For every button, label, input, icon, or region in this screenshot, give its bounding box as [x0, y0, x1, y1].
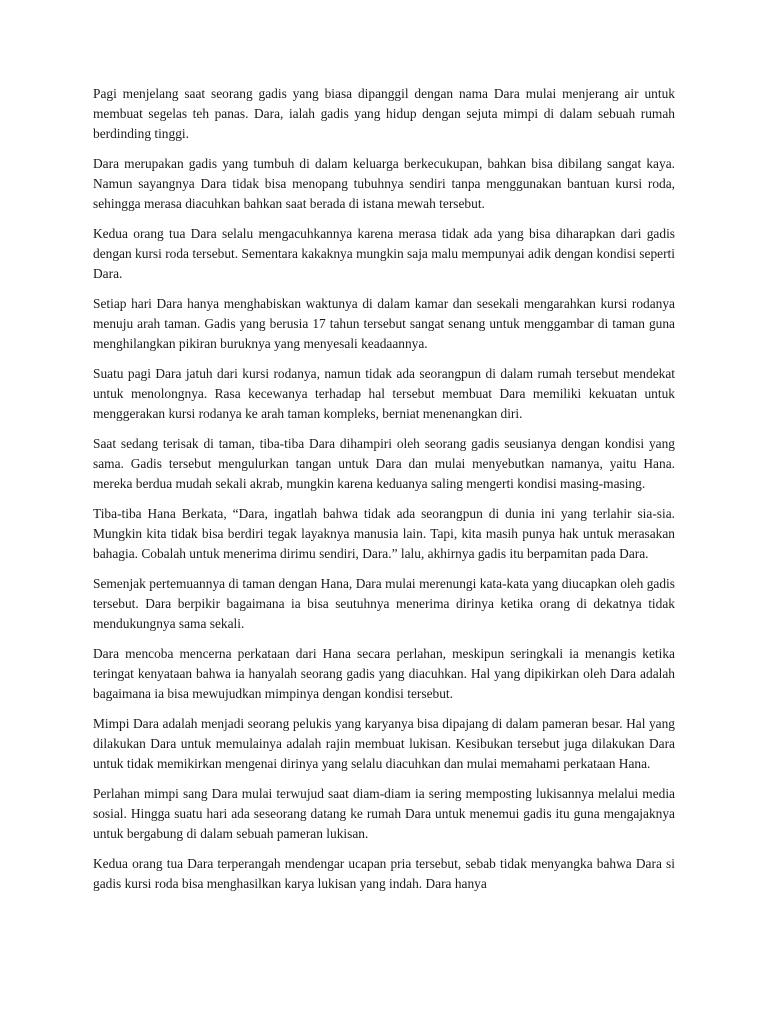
paragraph: Kedua orang tua Dara selalu mengacuhkannya karena merasa tidak ada yang bisa diharapkan dari gadis dengan kursi roda tersebut. Sementara kakaknya mungkin saja malu mempunyai adik dengan kondisi seperti Dara. [93, 226, 675, 281]
paragraph: Pagi menjelang saat seorang gadis yang biasa dipanggil dengan nama Dara mulai menjerang air untuk membuat segelas teh panas. Dara, ialah gadis yang hidup dengan sejuta mimpi di dalam sebuah rumah berdinding tinggi. [93, 86, 675, 141]
story-text [93, 84, 675, 904]
paragraph: Tiba-tiba Hana Berkata, “Dara, ingatlah bahwa tidak ada seorangpun di dunia ini yang terlahir sia-sia. Mungkin kita tidak bisa berdiri tegak layaknya manusia lain. Tapi, kita masih punya hak untuk merasakan bahagia. Cobalah untuk menerima dirimu sendiri, Dara.” lalu, akhirnya gadis itu berpamitan pada Dara. [93, 506, 675, 561]
paragraph: Dara merupakan gadis yang tumbuh di dalam keluarga berkecukupan, bahkan bisa dibilang sangat kaya. Namun sayangnya Dara tidak bisa menopang tubuhnya sendiri tanpa menggunakan bantuan kursi roda, sehingga merasa diacuhkan bahkan saat berada di istana mewah tersebut. [93, 156, 675, 211]
paragraph: Suatu pagi Dara jatuh dari kursi rodanya, namun tidak ada seorangpun di dalam rumah tersebut mendekat untuk menolongnya. Rasa kecewanya terhadap hal tersebut membuat Dara memiliki kekuatan untuk menggerakan kursi rodanya ke arah taman kompleks, berniat menenangkan diri. [93, 366, 675, 421]
paragraph: Setiap hari Dara hanya menghabiskan waktunya di dalam kamar dan sesekali mengarahkan kursi rodanya menuju arah taman. Gadis yang berusia 17 tahun tersebut sangat senang untuk menggambar di taman guna menghilangkan pikiran buruknya yang menyesali keadaannya. [93, 296, 675, 351]
paragraph: Semenjak pertemuannya di taman dengan Hana, Dara mulai merenungi kata-kata yang diucapkan oleh gadis tersebut. Dara berpikir bagaimana ia bisa seutuhnya menerima dirinya ketika orang di dekatnya tidak mendukungnya sama sekali. [93, 576, 675, 631]
paragraph: Kedua orang tua Dara terperangah mendengar ucapan pria tersebut, sebab tidak menyangka bahwa Dara si gadis kursi roda bisa menghasilkan karya lukisan yang indah. Dara hanya [93, 856, 675, 891]
paragraph: Mimpi Dara adalah menjadi seorang pelukis yang karyanya bisa dipajang di dalam pameran besar. Hal yang dilakukan Dara untuk memulainya adalah rajin membuat lukisan. Kesibukan tersebut juga dilakukan Dara untuk tidak memikirkan mengenai dirinya yang selalu diacuhkan dan mulai memahami perkataan Hana. [93, 716, 675, 771]
paragraph: Dara mencoba mencerna perkataan dari Hana secara perlahan, meskipun seringkali ia menangis ketika teringat kenyataan bahwa ia hanyalah seorang gadis yang diacuhkan. Hal yang dipikirkan oleh Dara adalah bagaimana ia bisa mewujudkan mimpinya dengan kondisi tersebut. [93, 646, 675, 701]
paragraph: Perlahan mimpi sang Dara mulai terwujud saat diam-diam ia sering memposting lukisannya melalui media sosial. Hingga suatu hari ada seseorang datang ke rumah Dara untuk menemui gadis itu guna mengajaknya untuk bergabung di dalam sebuah pameran lukisan. [93, 786, 675, 841]
paragraph: Saat sedang terisak di taman, tiba-tiba Dara dihampiri oleh seorang gadis seusianya dengan kondisi yang sama. Gadis tersebut mengulurkan tangan untuk Dara dan mulai menyebutkan namanya, yaitu Hana. mereka berdua mudah sekali akrab, mungkin karena keduanya saling mengerti kondisi masing-masing. [93, 436, 675, 491]
